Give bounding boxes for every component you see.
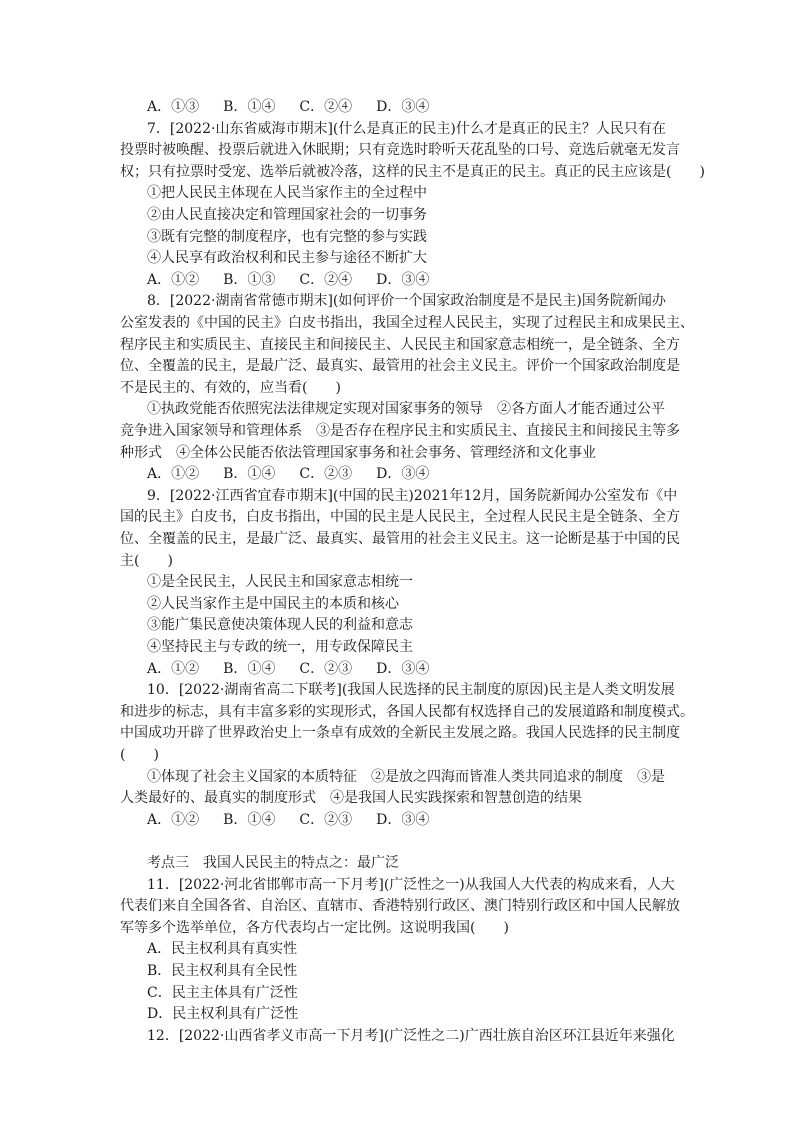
option-choice: B．①④ [223, 99, 276, 115]
line-text: ③能广集民意使决策体现人民的利益和意志 [147, 617, 413, 634]
option-choice: C．②③ [299, 660, 353, 677]
text-line [120, 896, 680, 917]
line-text: 种形式 ④全体公民能否依法管理国家事务和社会事务、管理经济和文化事业 [120, 444, 596, 461]
option-choice: A．①② [147, 271, 200, 288]
text-line [147, 853, 399, 874]
line-text: 军等多个选举单位，各方代表均占一定比例。这说明我国( ) [120, 919, 509, 936]
option-choice: D．③④ [376, 811, 430, 828]
line-text: ①执政党能否依照宪法法律规定实现对国家事务的领导 ②各方面人才能否通过公平 [147, 401, 665, 418]
answer-options [147, 97, 429, 118]
answer-options [147, 810, 429, 831]
option-choice: C．②③ [299, 811, 353, 828]
answer-options [147, 659, 429, 680]
line-text: D．民主权利具有广泛性 [147, 1006, 299, 1023]
line-text: 12．[2022·山西省孝义市高一下月考](广泛性之二)广西壮族自治区环江县近年来强化 [147, 1027, 675, 1044]
line-text: 程序民主和实质民主、直接民主和间接民主、人民民主和国家意志相统一，是全链条、全方 [120, 336, 680, 353]
text-line [120, 745, 159, 766]
text-line [147, 205, 427, 226]
text-line [120, 378, 341, 399]
text-line [120, 313, 694, 334]
text-line [147, 875, 675, 896]
option-choice: D．③④ [376, 466, 430, 483]
text-line [147, 594, 399, 615]
text-line [120, 140, 680, 161]
line-text: ①把人民民主体现在人民当家作主的全过程中 [147, 185, 427, 202]
option-choice: D．③④ [376, 99, 430, 115]
line-text: 投票时被唤醒、投票后就进入休眠期；只有竞选时聆听天花乱坠的口号、竞选后就毫无发言 [120, 142, 680, 159]
text-line [147, 1026, 675, 1047]
line-text: ①是全民民主，人民民主和国家意志相统一 [147, 574, 413, 591]
line-text: 11．[2022·河北省邯郸市高一下月考](广泛性之一)从我国人大代表的构成来看，人大 [147, 876, 675, 893]
answer-options [147, 270, 429, 291]
line-text: 中国成功开辟了世界政治史上一条卓有成效的全新民主发展之路。我国人民选择的民主制度 [120, 725, 680, 742]
line-text: 权；只有拉票时受宠、选举后就被冷落，这样的民主不是真正的民主。真正的民主应该是( ) [120, 163, 705, 180]
text-line [120, 162, 705, 183]
option-choice: A．①③ [147, 99, 200, 115]
line-text: 公室发表的《中国的民主》白皮书指出，我国全过程人民民主，实现了过程民主和成果民主、 [120, 315, 694, 331]
text-line [120, 529, 680, 550]
line-text: 8．[2022·湖南省常德市期末](如何评价一个国家政治制度是不是民主)国务院新闻办 [147, 293, 666, 310]
line-text: ④人民享有政治权利和民主参与途径不断扩大 [147, 250, 427, 267]
option-choice: A．①② [147, 811, 200, 828]
text-line [120, 723, 680, 744]
option-choice: A．①② [147, 466, 200, 483]
line-text: 9．[2022·江西省宜春市期末](中国的民主)2021年12月，国务院新闻办公室发布《中 [147, 487, 678, 504]
text-line [120, 507, 680, 528]
option-choice: B．①④ [223, 466, 276, 483]
answer-options [147, 464, 429, 485]
line-text: 人类最好的、最真实的制度形式 ④是我国人民实践探索和智慧创造的结果 [120, 790, 582, 807]
text-line [147, 961, 297, 982]
option-choice: C．②③ [299, 466, 353, 483]
option-choice: C．②④ [299, 99, 353, 115]
line-text: 和进步的标志，具有丰富多彩的实现形式，各国人民都有权选择自己的发展道路和制度模式。 [120, 703, 694, 720]
text-line [147, 983, 298, 1004]
option-choice: C．②④ [299, 271, 353, 288]
line-text: ①体现了社会主义国家的本质特征 ②是放之四海而皆准人类共同追求的制度 ③是 [147, 768, 665, 785]
text-line [147, 1004, 298, 1025]
text-line [147, 572, 413, 593]
text-line [120, 356, 680, 377]
line-text: A．民主权利具有真实性 [147, 941, 298, 958]
line-text: ④坚持民主与专政的统一，用专政保障民主 [147, 639, 413, 655]
line-text: 主( ) [120, 552, 173, 569]
option-choice: D．③④ [376, 271, 430, 288]
text-line [120, 702, 694, 723]
text-line [147, 399, 665, 420]
line-text: ( ) [120, 747, 159, 763]
line-text: 考点三 我国人民民主的特点之：最广泛 [147, 855, 399, 871]
line-text: C．民主主体具有广泛性 [147, 984, 298, 1001]
text-line [120, 918, 509, 939]
line-text: 10．[2022·湖南省高二下联考](我国人民选择的民主制度的原因)民主是人类文明发展 [147, 682, 675, 699]
option-choice: A．①② [147, 660, 200, 677]
text-line [147, 119, 666, 140]
option-choice: B．①④ [223, 660, 276, 677]
option-choice: B．①④ [223, 811, 276, 828]
line-text: 竞争进入国家领导和管理体系 ③是否存在程序民主和实质民主、直接民主和间接民主等多 [120, 423, 680, 439]
line-text: 不是民主的、有效的，应当看( ) [120, 379, 341, 396]
text-line [147, 767, 665, 788]
text-line [147, 939, 297, 960]
text-line [147, 680, 675, 701]
text-line [120, 443, 596, 464]
text-line [147, 183, 427, 204]
text-line [120, 788, 582, 809]
text-line [147, 486, 677, 507]
line-text: B．民主权利具有全民性 [147, 963, 298, 979]
line-text: 7．[2022·山东省威海市期末](什么是真正的民主)什么才是真正的民主？人民只有在 [147, 120, 666, 137]
text-line [120, 421, 680, 442]
text-line [147, 291, 666, 312]
text-line [120, 551, 173, 572]
line-text: ②人民当家作主是中国民主的本质和核心 [147, 595, 399, 612]
text-line [147, 615, 413, 636]
text-line [147, 227, 427, 248]
option-choice: B．①③ [223, 271, 276, 288]
option-choice: D．③④ [376, 660, 430, 677]
text-line [147, 637, 413, 658]
line-text: 位、全覆盖的民主，是最广泛、最真实、最管用的社会主义民主。这一论断是基于中国的民 [120, 531, 680, 547]
text-line [147, 248, 427, 269]
line-text: ③既有完整的制度程序，也有完整的参与实践 [147, 228, 427, 245]
line-text: 位、全覆盖的民主，是最广泛、最真实、最管用的社会主义民主。评价一个国家政治制度是 [120, 358, 680, 375]
line-text: 国的民主》白皮书，白皮书指出，中国的民主是人民民主，全过程人民民主是全链条、全方 [120, 509, 680, 526]
text-line [120, 335, 680, 356]
line-text: 代表们来自全国各省、自治区、直辖市、香港特别行政区、澳门特别行政区和中国人民解放 [120, 898, 680, 915]
line-text: ②由人民直接决定和管理国家社会的一切事务 [147, 207, 427, 223]
